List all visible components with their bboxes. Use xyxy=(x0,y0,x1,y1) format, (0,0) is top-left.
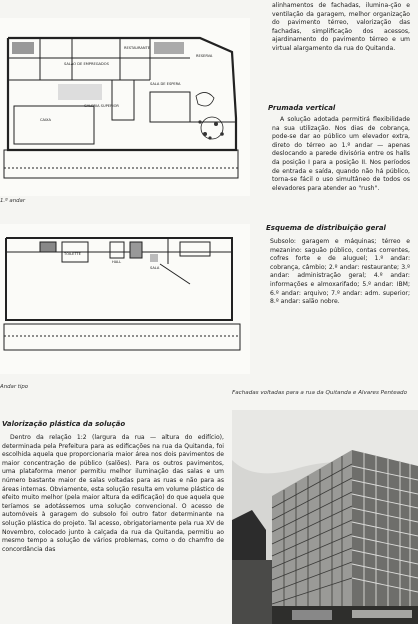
floor-plan-typical-floor xyxy=(0,224,250,374)
plan2-label-2: HALL xyxy=(112,260,122,264)
esquema-heading: Esquema de distribuição geral xyxy=(266,224,386,232)
plan1-label-2: RESTAURANTE xyxy=(124,46,151,50)
prumada-body: A solução adotada permitirá flexibilidade na sua utilização. Nos dias de cobrança, pode-se dar ao público um elevador extra, direto do térreo ao 1.º andar — apenas deslocando a parede divisória entre os halls da posição I para a posição II. Nos períodos de entrada e saída, quando não há público, torna-se fácil o uso simultâneo de todos os elevadores para atender ao "rush". xyxy=(272,116,410,192)
building-photo xyxy=(232,410,418,624)
valorizacao-heading: Valorização plástica da solução xyxy=(2,420,126,428)
plan1-caption: 1.º andar xyxy=(0,198,26,204)
photo-caption: Fachadas voltadas para a rua da Quitanda e Alvares Penteado xyxy=(232,390,408,396)
plan1-label-3: SALA DE ESPERA xyxy=(150,82,181,86)
floor-plan-first-floor-drawing xyxy=(0,18,250,196)
plan2-caption: Andar tipo xyxy=(0,384,29,390)
valorizacao-body: Dentro da relação 1:2 (largura da rua — altura do edifício), determinada pela Prefeitura para as edificações na rua da Quitanda, foi escolhida aquela que proporcionaria maior área nos dois pavimentos de maior concentração de público (salões). Para os outros pavimentos, uma plataforma menor permitiu melhor iluminação das salas e um número bastante maior de salas voltadas para as ruas e não para as áreas internas. Obviamente, esta solução resulta em volume plástico de efeito muito melhor (pela maior altura da edificação) do que aquela que teríamos se adotássemos uma solução convencional. O acesso de automóveis à garagem do subsolo foi outro fator determinante na solução plástica do projeto. Tal acesso, obrigatoriamente pela rua XV de Novembro, colocado junto à calçada da rua da Quitanda, permitiu ao mesmo tempo a solução de vários problemas, como o do chamfro de concordância das xyxy=(2,434,224,553)
floor-plan-typical-floor-drawing xyxy=(0,224,250,374)
plan1-label-6: RESERVA xyxy=(196,54,213,58)
plan2-label-1: TOILETTE xyxy=(64,252,81,256)
floor-plan-first-floor xyxy=(0,18,250,196)
building-photo-drawing xyxy=(232,410,418,624)
plan1-label-1: SALÃO DE EMPREGADOS xyxy=(64,62,109,66)
esquema-body: Subsolo: garagem e máquinas; térreo e mezanino: saguão público, contas correntes, cofres forte e de aluguel; 1.º andar: cobrança, câmbio; 2.º andar: restaurante; 3.º andar: administração geral; 4.º andar: informações e almoxarifado; 5.º andar: IBM; 6.º andar: arquivo; 7.º andar: adm. superior; 8.º andar: salão nobre. xyxy=(270,238,410,306)
plan1-label-5: GALERIA SUPERIOR xyxy=(84,104,119,108)
top-right-paragraph: alinhamentos de fachadas, ilumina-ção e ventilação da garagem, melhor organização do pavimento térreo, valorização das fachadas, simplificação dos acessos, ajardinamento do pavimento térreo e um virtual alargamento da rua do Quitanda. xyxy=(272,2,410,52)
prumada-heading: Prumada vertical xyxy=(268,104,336,112)
plan2-label-3: SALA xyxy=(150,266,160,270)
plan1-label-4: CAIXA xyxy=(40,118,51,122)
